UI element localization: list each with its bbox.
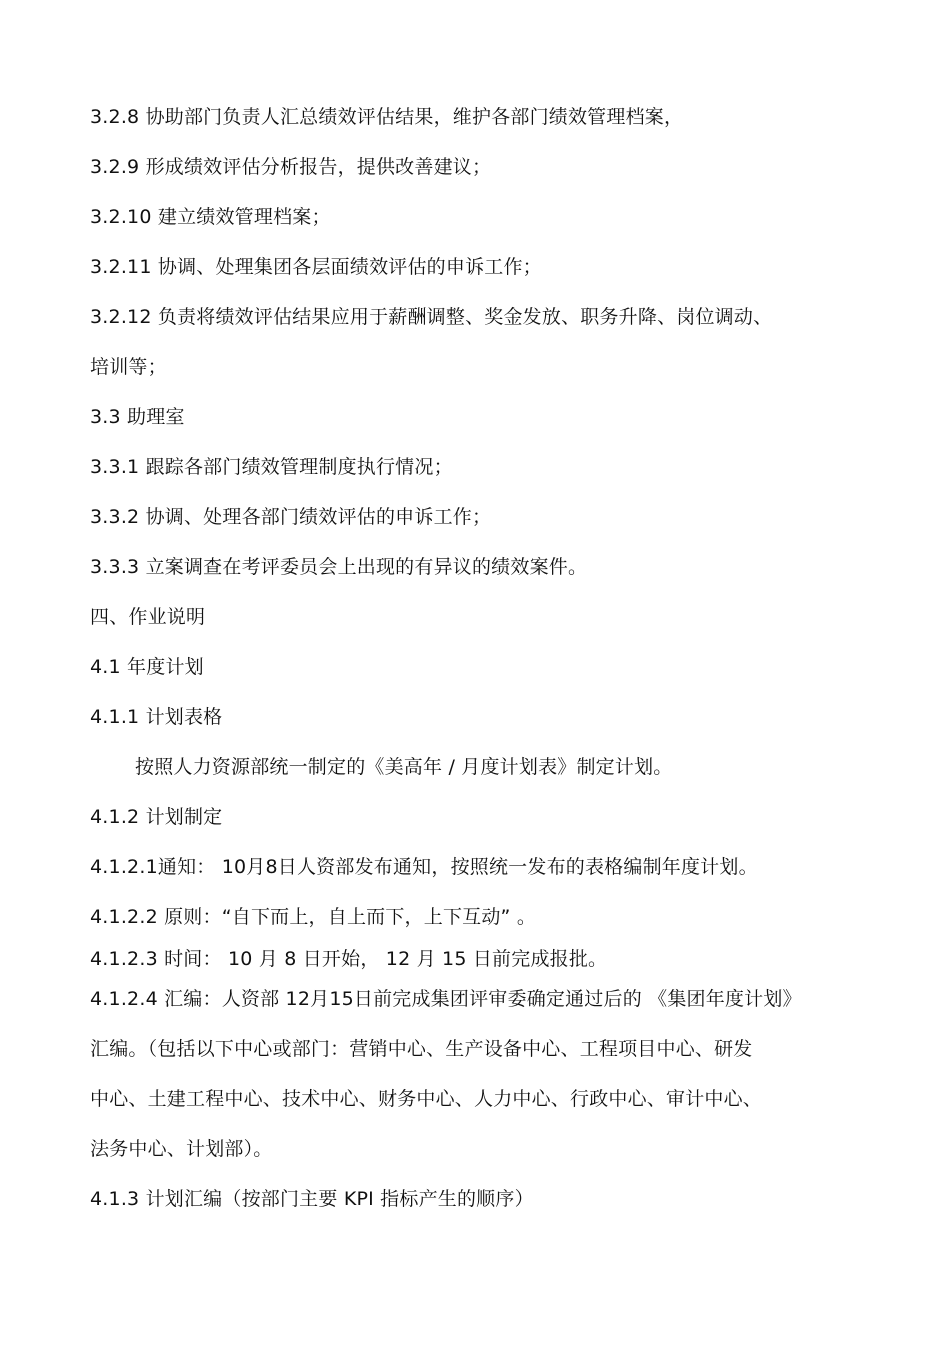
clause-4-1-2-1: 4.1.2.1通知： 10月8日人资部发布通知，按照统一发布的表格编制年度计划。 — [90, 856, 758, 878]
clause-4-1-2-4-continued-1: 汇编。（包括以下中心或部门：营销中心、生产设备中心、工程项目中心、研发 — [90, 1038, 753, 1060]
clause-4-1-2-2: 4.1.2.2 原则：“自下而上，自上而下，上下互动” 。 — [90, 906, 537, 928]
clause-3-3-2: 3.3.2 协调、处理各部门绩效评估的申诉工作； — [90, 506, 492, 528]
clause-3-3-3: 3.3.3 立案调查在考评委员会上出现的有异议的绩效案件。 — [90, 556, 588, 578]
clause-3-2-8: 3.2.8 协助部门负责人汇总绩效评估结果，维护各部门绩效管理档案， — [90, 106, 684, 128]
section-4-heading: 四、作业说明 — [90, 606, 206, 628]
clause-3-2-11: 3.2.11 协调、处理集团各层面绩效评估的申诉工作； — [90, 256, 542, 278]
clause-3-2-12-continued: 培训等； — [90, 356, 167, 378]
clause-3-2-9: 3.2.9 形成绩效评估分析报告，提供改善建议； — [90, 156, 492, 178]
section-4-1-heading: 4.1 年度计划 — [90, 656, 204, 678]
section-4-1-2-heading: 4.1.2 计划制定 — [90, 806, 223, 828]
section-3-3-heading: 3.3 助理室 — [90, 406, 185, 428]
section-4-1-3-heading: 4.1.3 计划汇编（按部门主要 KPI 指标产生的顺序） — [90, 1188, 534, 1210]
clause-4-1-2-4-continued-3: 法务中心、计划部）。 — [90, 1138, 273, 1160]
clause-4-1-2-4-continued-2: 中心、土建工程中心、技术中心、财务中心、人力中心、行政中心、审计中心、 — [90, 1088, 763, 1110]
clause-4-1-2-4: 4.1.2.4 汇编：人资部 12月15日前完成集团评审委确定通过后的 《集团年度计划》 — [90, 988, 802, 1010]
clause-3-3-1: 3.3.1 跟踪各部门绩效管理制度执行情况； — [90, 456, 453, 478]
plan-form-paragraph: 按照人力资源部统一制定的《美高年 / 月度计划表》制定计划。 — [135, 756, 673, 778]
clause-3-2-10: 3.2.10 建立绩效管理档案； — [90, 206, 331, 228]
section-4-1-1-heading: 4.1.1 计划表格 — [90, 706, 223, 728]
clause-3-2-12: 3.2.12 负责将绩效评估结果应用于薪酬调整、奖金发放、职务升降、岗位调动、 — [90, 306, 773, 328]
clause-4-1-2-3: 4.1.2.3 时间： 10 月 8 日开始， 12 月 15 日前完成报批。 — [90, 948, 608, 970]
